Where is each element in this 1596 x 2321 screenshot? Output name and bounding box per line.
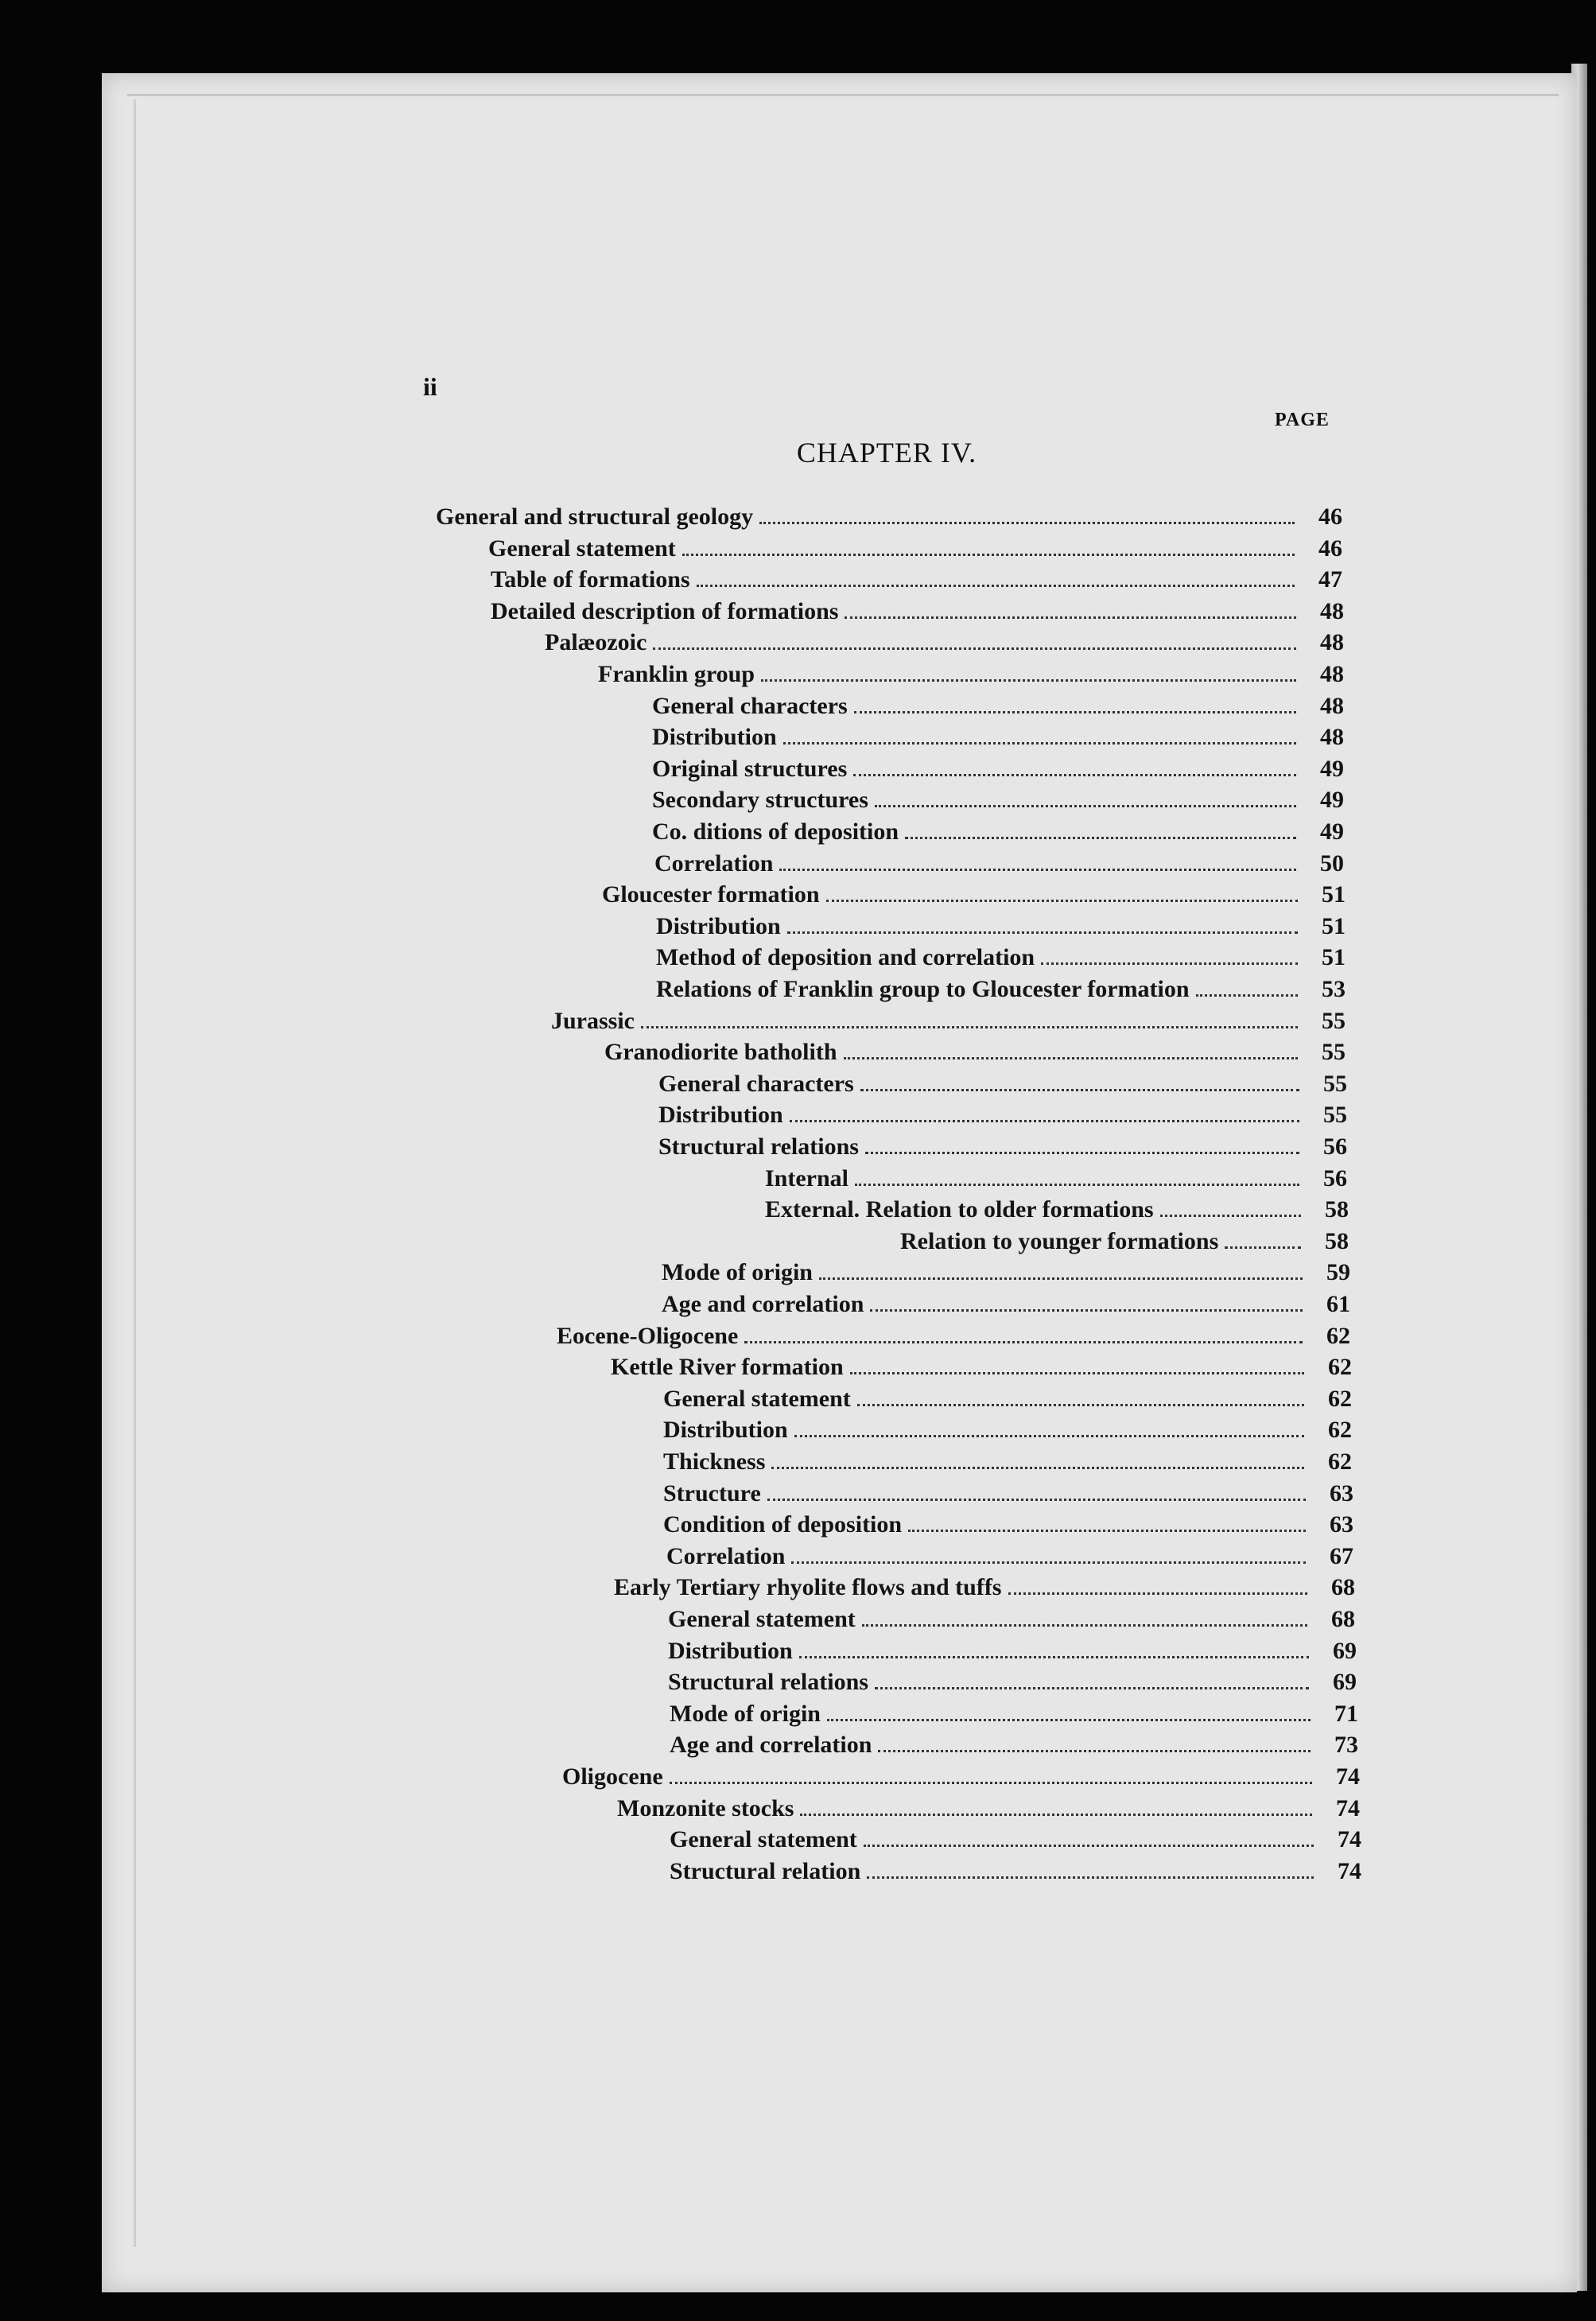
dot-leader bbox=[790, 1101, 1299, 1122]
toc-entry-page: 58 bbox=[1325, 1196, 1349, 1223]
dot-leader bbox=[845, 597, 1296, 619]
dot-leader bbox=[855, 1164, 1299, 1186]
dot-leader bbox=[860, 1070, 1299, 1091]
toc-entry bbox=[614, 1573, 1355, 1605]
toc-entry-label: Correlation bbox=[666, 1542, 786, 1569]
toc-entry bbox=[668, 1668, 1357, 1700]
toc-entry-label: Secondary structures bbox=[652, 787, 868, 814]
dot-leader bbox=[771, 1448, 1304, 1469]
dot-leader bbox=[682, 535, 1295, 556]
dot-leader bbox=[799, 1637, 1309, 1658]
toc-entry bbox=[656, 975, 1346, 1007]
toc-entry bbox=[654, 849, 1344, 881]
toc-entry-page: 74 bbox=[1338, 1857, 1361, 1884]
page-column-label: PAGE bbox=[1275, 410, 1330, 430]
toc-entry bbox=[551, 1007, 1346, 1039]
toc-entry bbox=[663, 1385, 1352, 1417]
toc-entry-label: Condition of deposition bbox=[663, 1511, 903, 1538]
toc-entry-page: 55 bbox=[1323, 1070, 1347, 1097]
toc-entry bbox=[668, 1605, 1355, 1637]
toc-entry-label: General statement bbox=[670, 1826, 857, 1853]
toc-entry-label: Thickness bbox=[663, 1448, 766, 1475]
toc-entry-label: Correlation bbox=[654, 849, 774, 877]
toc-entry bbox=[617, 1794, 1360, 1826]
toc-entry-page: 51 bbox=[1322, 881, 1346, 908]
toc-entry bbox=[658, 1101, 1347, 1133]
toc-entry bbox=[491, 566, 1342, 597]
toc-entry-page: 59 bbox=[1326, 1259, 1350, 1286]
dot-leader bbox=[761, 660, 1296, 682]
toc-entry-page: 48 bbox=[1320, 724, 1344, 751]
toc-entry-page: 74 bbox=[1336, 1763, 1360, 1790]
toc-entry-label: External. Relation to older formations bbox=[765, 1196, 1154, 1223]
dot-leader bbox=[857, 1385, 1304, 1406]
toc-entry-page: 48 bbox=[1320, 692, 1344, 719]
toc-entry-page: 48 bbox=[1320, 661, 1344, 687]
toc-entry bbox=[545, 628, 1344, 660]
toc-entry bbox=[765, 1195, 1349, 1227]
toc-entry-label: Palæozoic bbox=[545, 629, 647, 656]
toc-entry-label: Structure bbox=[663, 1479, 761, 1507]
toc-entry-page: 47 bbox=[1318, 566, 1342, 593]
dot-leader bbox=[875, 1668, 1309, 1689]
toc-entry-page: 71 bbox=[1334, 1700, 1358, 1727]
dot-leader bbox=[819, 1258, 1303, 1280]
dot-leader bbox=[826, 881, 1298, 902]
toc-entry-label: Co. ditions of deposition bbox=[652, 818, 899, 845]
toc-entry-label: Franklin group bbox=[598, 661, 755, 687]
toc-entry bbox=[765, 1164, 1347, 1196]
toc-entry-page: 68 bbox=[1331, 1606, 1355, 1632]
toc-entry-label: Structural relation bbox=[670, 1857, 861, 1884]
toc-entry-label: General characters bbox=[652, 692, 848, 719]
paper-top-edge bbox=[127, 94, 1559, 96]
toc-entry-page: 61 bbox=[1326, 1291, 1350, 1317]
dot-leader bbox=[862, 1605, 1307, 1627]
toc-entry-label: General statement bbox=[663, 1385, 851, 1412]
toc-entry-label: Gloucester formation bbox=[602, 881, 820, 908]
toc-entry-page: 69 bbox=[1333, 1669, 1357, 1696]
paper-left-edge bbox=[134, 99, 136, 2247]
toc-entry bbox=[668, 1637, 1357, 1669]
dot-leader bbox=[670, 1763, 1312, 1784]
toc-entry-label: Table of formations bbox=[491, 566, 690, 593]
toc-entry-label: Detailed description of formations bbox=[491, 597, 839, 624]
toc-entry bbox=[611, 1353, 1352, 1385]
dot-leader bbox=[1008, 1573, 1308, 1595]
toc-entry bbox=[670, 1825, 1361, 1857]
toc-entry-page: 62 bbox=[1328, 1417, 1352, 1444]
toc-entry-label: Kettle River formation bbox=[611, 1354, 844, 1381]
toc-entry-page: 46 bbox=[1318, 503, 1342, 530]
toc-entry-label: Structural relations bbox=[668, 1669, 868, 1696]
toc-entry-label: Mode of origin bbox=[662, 1259, 813, 1286]
toc-entry-label: Distribution bbox=[658, 1102, 783, 1129]
dot-leader bbox=[744, 1322, 1303, 1343]
dot-leader bbox=[864, 1825, 1314, 1847]
dot-leader bbox=[844, 1038, 1298, 1059]
toc-entry-label: Granodiorite batholith bbox=[604, 1039, 837, 1066]
chapter-heading: CHAPTER IV. bbox=[796, 437, 977, 468]
toc-entry bbox=[436, 503, 1342, 535]
toc-entry-page: 56 bbox=[1323, 1164, 1347, 1192]
dot-leader bbox=[783, 723, 1296, 745]
toc-entry bbox=[666, 1542, 1353, 1574]
dot-leader bbox=[1160, 1195, 1301, 1217]
dot-leader bbox=[791, 1542, 1306, 1564]
toc-entry bbox=[604, 1038, 1346, 1070]
dot-leader bbox=[878, 1731, 1311, 1752]
toc-entry bbox=[670, 1731, 1358, 1763]
dot-leader bbox=[875, 786, 1296, 807]
toc-entry-page: 62 bbox=[1326, 1322, 1350, 1349]
dot-leader bbox=[1225, 1227, 1301, 1249]
toc-entry-label: Eocene-Oligocene bbox=[557, 1322, 739, 1349]
toc-entry-page: 51 bbox=[1322, 944, 1346, 971]
toc-entry-label: Relations of Franklin group to Gloucester formation bbox=[656, 976, 1190, 1002]
toc-entry-page: 62 bbox=[1328, 1385, 1352, 1412]
toc-entry-page: 51 bbox=[1322, 912, 1346, 939]
toc-entry-label: Early Tertiary rhyolite flows and tuffs bbox=[614, 1574, 1002, 1601]
dot-leader bbox=[787, 912, 1298, 934]
toc-entry-label: Oligocene bbox=[562, 1763, 663, 1790]
toc-entry-page: 68 bbox=[1331, 1574, 1355, 1601]
toc-entry bbox=[652, 692, 1344, 724]
toc-entry-label: Age and correlation bbox=[662, 1291, 864, 1317]
toc-entry-page: 55 bbox=[1322, 1007, 1346, 1034]
toc-entry-page: 69 bbox=[1333, 1637, 1357, 1664]
dot-leader bbox=[800, 1794, 1312, 1816]
toc-entry-label: General statement bbox=[488, 535, 676, 562]
toc-entry bbox=[488, 535, 1342, 566]
toc-entry-label: Relation to younger formations bbox=[900, 1227, 1219, 1254]
toc-entry bbox=[663, 1448, 1352, 1479]
toc-entry bbox=[652, 723, 1344, 755]
toc-entry-label: Distribution bbox=[663, 1417, 788, 1444]
toc-entry bbox=[662, 1258, 1350, 1290]
toc-entry-page: 55 bbox=[1322, 1039, 1346, 1066]
toc-entry-page: 56 bbox=[1323, 1133, 1347, 1160]
toc-entry-page: 62 bbox=[1328, 1354, 1352, 1381]
dot-leader bbox=[827, 1700, 1311, 1721]
toc-entry-page: 63 bbox=[1330, 1479, 1353, 1507]
toc-entry-page: 48 bbox=[1320, 597, 1344, 624]
toc-entry-label: General characters bbox=[658, 1070, 854, 1097]
toc-entry-label: General statement bbox=[668, 1606, 856, 1632]
toc-entry-page: 73 bbox=[1334, 1732, 1358, 1759]
toc-entry-label: General and structural geology bbox=[436, 503, 754, 530]
dot-leader bbox=[653, 628, 1296, 650]
toc-entry bbox=[652, 818, 1344, 849]
toc-entry-label: Structural relations bbox=[658, 1133, 859, 1160]
toc-entry bbox=[656, 943, 1346, 975]
dot-leader bbox=[870, 1290, 1303, 1312]
dot-leader bbox=[867, 1857, 1314, 1879]
toc-entry-page: 74 bbox=[1338, 1826, 1361, 1853]
toc-entry-label: Distribution bbox=[668, 1637, 793, 1664]
dot-leader bbox=[908, 1510, 1306, 1532]
dot-leader bbox=[854, 692, 1296, 713]
dot-leader bbox=[1041, 943, 1298, 965]
toc-entry bbox=[662, 1290, 1350, 1322]
dot-leader bbox=[779, 849, 1296, 871]
toc-entry-label: Monzonite stocks bbox=[617, 1794, 794, 1821]
toc-entry bbox=[491, 597, 1344, 629]
toc-entry bbox=[652, 755, 1344, 787]
toc-entry-page: 49 bbox=[1320, 755, 1344, 782]
toc-entry bbox=[900, 1227, 1349, 1259]
toc-entry-label: Distribution bbox=[656, 912, 781, 939]
toc-entry bbox=[602, 881, 1346, 912]
toc-entry-label: Jurassic bbox=[551, 1007, 635, 1034]
toc-entry bbox=[663, 1479, 1353, 1511]
toc-entry bbox=[656, 912, 1346, 944]
toc-entry-label: Internal bbox=[765, 1164, 848, 1192]
toc-entry-label: Method of deposition and correlation bbox=[656, 944, 1035, 971]
toc-entry-page: 63 bbox=[1330, 1511, 1353, 1538]
toc-entry bbox=[670, 1700, 1358, 1732]
toc-entry-label: Mode of origin bbox=[670, 1700, 821, 1727]
dot-leader bbox=[641, 1007, 1298, 1028]
dot-leader bbox=[697, 566, 1295, 587]
toc-entry-page: 49 bbox=[1320, 818, 1344, 845]
dot-leader bbox=[905, 818, 1296, 839]
toc-entry-page: 49 bbox=[1320, 787, 1344, 814]
toc-entry-page: 48 bbox=[1320, 629, 1344, 656]
toc-entry-label: Distribution bbox=[652, 724, 777, 751]
dot-leader bbox=[767, 1479, 1306, 1501]
toc-entry-label: Age and correlation bbox=[670, 1732, 872, 1759]
page-number: ii bbox=[423, 372, 437, 401]
dot-leader bbox=[794, 1416, 1304, 1437]
dot-leader bbox=[850, 1353, 1304, 1374]
toc-entry-page: 53 bbox=[1322, 976, 1346, 1002]
toc-entry bbox=[658, 1133, 1347, 1164]
toc-entry bbox=[557, 1322, 1350, 1354]
toc-entry-page: 55 bbox=[1323, 1102, 1347, 1129]
toc-entry-page: 74 bbox=[1336, 1794, 1360, 1821]
toc-entry-label: Original structures bbox=[652, 755, 848, 782]
toc-entry-page: 67 bbox=[1330, 1542, 1353, 1569]
toc-entry-page: 46 bbox=[1318, 535, 1342, 562]
toc-entry bbox=[663, 1510, 1353, 1542]
dot-leader bbox=[759, 503, 1295, 524]
dot-leader bbox=[853, 755, 1296, 776]
dot-leader bbox=[1196, 975, 1298, 997]
toc-entry-page: 62 bbox=[1328, 1448, 1352, 1475]
toc-entry-page: 58 bbox=[1325, 1227, 1349, 1254]
toc-entry bbox=[658, 1070, 1347, 1102]
dot-leader bbox=[865, 1133, 1299, 1154]
toc-entry bbox=[562, 1763, 1360, 1794]
toc-entry bbox=[663, 1416, 1352, 1448]
toc-entry bbox=[670, 1857, 1361, 1889]
toc-entry bbox=[598, 660, 1344, 692]
toc-entry bbox=[652, 786, 1344, 818]
toc-entry-page: 50 bbox=[1320, 849, 1344, 877]
